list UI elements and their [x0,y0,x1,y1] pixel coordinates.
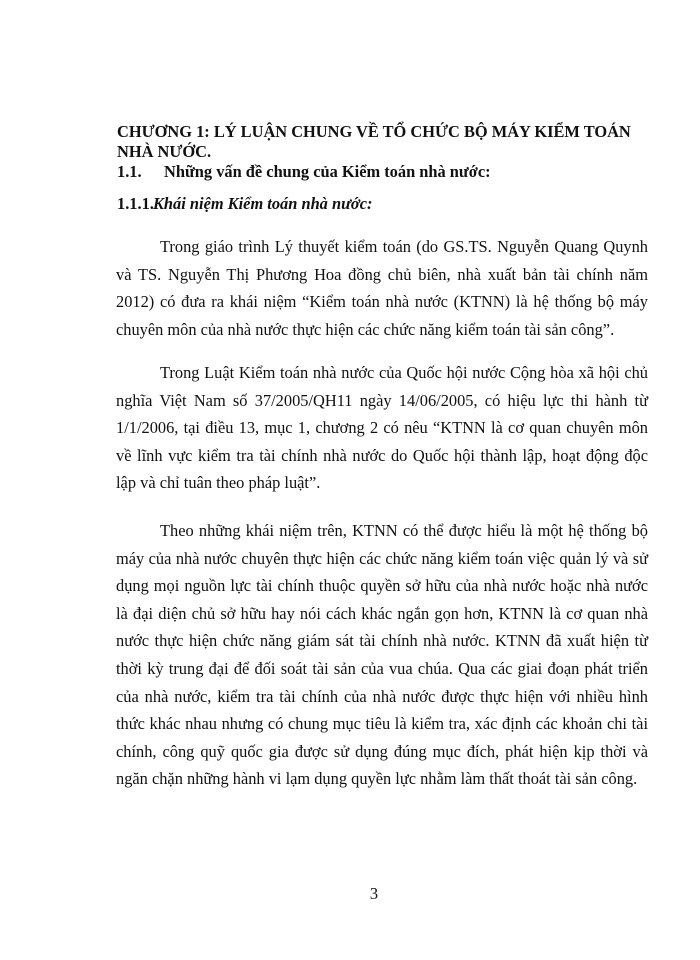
section-title: Những vấn đề chung của Kiểm toán nhà nước: [164,162,491,181]
subsection-title: Khái niệm Kiểm toán nhà nước: [153,194,373,213]
section-number: 1.1. [117,162,142,181]
paragraph-understanding: Theo những khái niệm trên, KTNN có thể được hiểu là một hệ thống bộ máy của nhà nước chuyên thực hiện các chức năng kiểm toán việc quản lý và sử dụng mọi nguồn lực tài chính thuộc quyền sở hữu của nhà nước hoặc nhà nước là đại diện chủ sở hữu hay nói cách khác ngắn gọn hơn, KTNN là cơ quan nhà nước thực hiện chức năng giám sát tài chính nhà nước. KTNN đã xuất hiện từ thời kỳ trung đại để đối soát tài sản của vua chúa. Qua các giai đoạn phát triển của nhà nước, kiểm tra tài chính của nhà nước được thực hiện với nhiều hình thức khác nhau nhưng có chung mục tiêu là kiểm tra, xác định các khoản chi tài chính, công quỹ quốc gia được sử dụng đúng mục đích, phát hiện kịp thời và ngăn chặn những hành vi lạm dụng quyền lực nhằm làm thất thoát tài sản công. [116,521,648,789]
section-heading-1-1 [117,162,491,182]
page-number: 3 [369,884,379,903]
chapter-title: CHƯƠNG 1: LÝ LUẬN CHUNG VỀ TỔ CHỨC BỘ MÁY KIỂM TOÁN NHÀ NƯỚC. [117,122,631,161]
subsection-number: 1.1.1. [117,194,154,213]
paragraph-definition-law: Trong Luật Kiểm toán nhà nước của Quốc hội nước Cộng hòa xã hội chủ nghĩa Việt Nam số 37/2005/QH11 ngày 14/06/2005, có hiệu lực thi hành từ 1/1/2006, tại điều 13, mục 1, chương 2 có nêu “KTNN là cơ quan chuyên môn về lĩnh vực kiểm tra tài chính nhà nước do Quốc hội thành lập, hoạt động độc lập và chỉ tuân theo pháp luật”. [116,363,648,493]
section-heading-1-1-1 [117,194,372,214]
paragraph-definition-textbook: Trong giáo trình Lý thuyết kiểm toán (do GS.TS. Nguyễn Quang Quynh và TS. Nguyễn Thị Phương Hoa đồng chủ biên, nhà xuất bản tài chính năm 2012) có đưa ra khái niệm “Kiểm toán nhà nước (KTNN) là hệ thống bộ máy chuyên môn của nhà nước thực hiện các chức năng kiểm toán tài sản công”. [116,237,648,339]
